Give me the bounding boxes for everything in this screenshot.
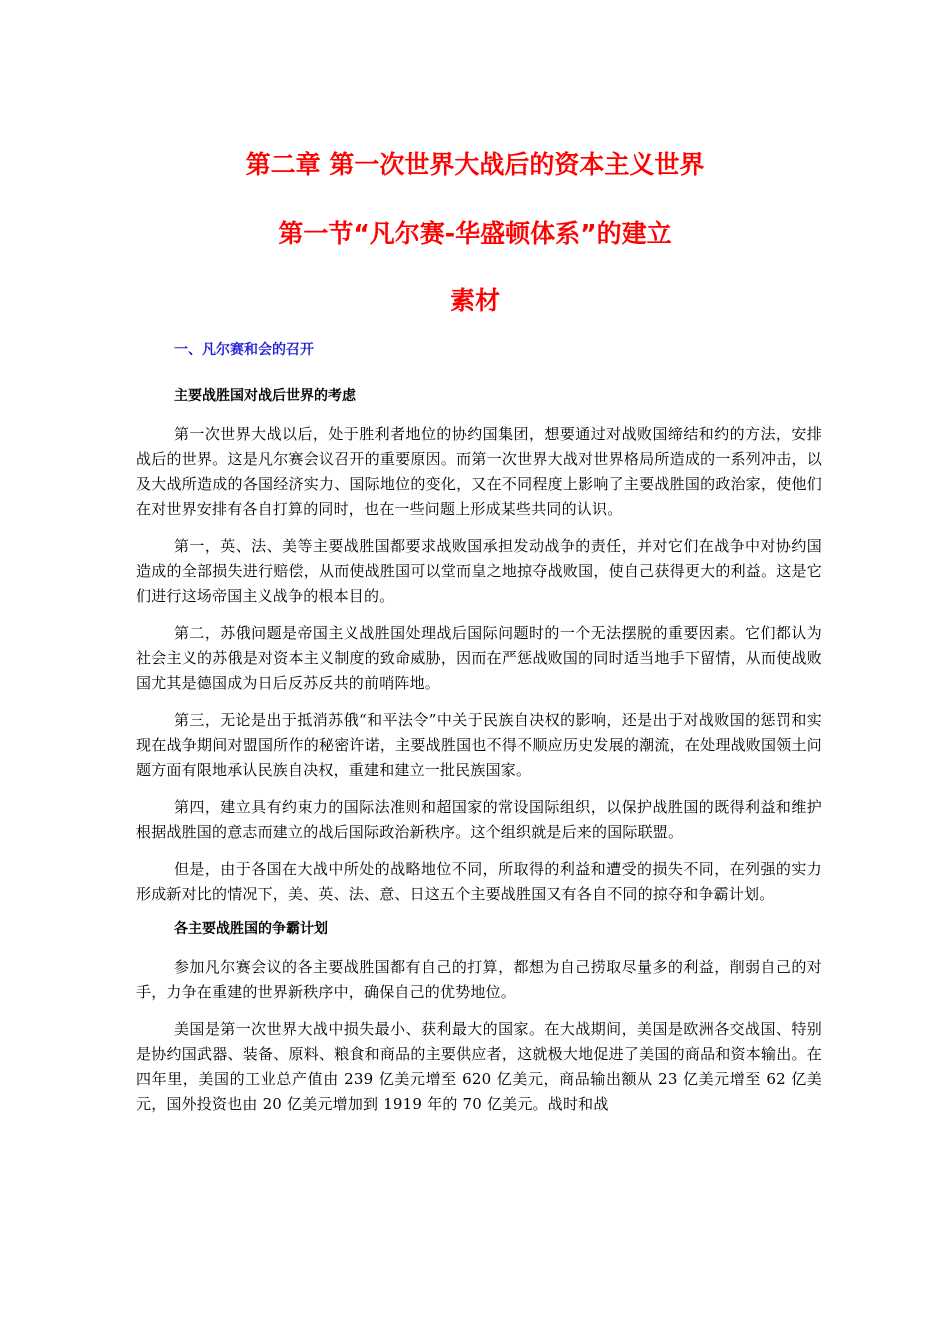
chapter-title: 第二章 第一次世界大战后的资本主义世界 bbox=[245, 150, 705, 179]
subheading-considerations: 主要战胜国对战后世界的考虑 bbox=[174, 388, 356, 404]
subheading-hegemony-plans: 各主要战胜国的争霸计划 bbox=[174, 921, 328, 937]
paragraph-5: 第四，建立具有约束力的国际法准则和超国家的常设国际组织，以保护战胜国的既得利益和维护根据战胜国的意志而建立的战后国际政治新秩序。这个组织就是后来的国际联盟。 bbox=[136, 798, 822, 841]
paragraph-6: 但是，由于各国在大战中所处的战略地位不同，所取得的利益和遭受的损失不同，在列强的实力形成新对比的情况下，美、英、法、意、日这五个主要战胜国又有各自不同的掠夺和争霸计划。 bbox=[136, 860, 822, 903]
paragraph-4: 第三，无论是出于抵消苏俄“和平法令”中关于民族自决权的影响，还是出于对战败国的惩罚和实现在战争期间对盟国所作的秘密许诺，主要战胜国也不得不顺应历史发展的潮流，在处理战败国领土问题方面有限地承认民族自决权，重建和建立一批民族国家。 bbox=[136, 711, 822, 779]
paragraph-7: 参加凡尔赛会议的各主要战胜国都有自己的打算，都想为自己捞取尽量多的利益，削弱自己的对手，力争在重建的世界新秩序中，确保自己的优势地位。 bbox=[136, 958, 822, 1001]
paragraph-1: 第一次世界大战以后，处于胜利者地位的协约国集团，想要通过对战败国缔结和约的方法，安排战后的世界。这是凡尔赛会议召开的重要原因。而第一次世界大战对世界格局所造成的一系列冲击，以及大战所造成的各国经济实力、国际地位的变化，又在不同程度上影响了主要战胜国的政治家，使他们在对世界安排有各自打算的同时，也在一些问题上形成某些共同的认识。 bbox=[136, 425, 822, 518]
paragraph-2: 第一，英、法、美等主要战胜国都要求战败国承担发动战争的责任，并对它们在战争中对协约国造成的全部损失进行赔偿，从而使战胜国可以堂而皇之地掠夺战败国，使自己获得更大的利益。这是它们进行这场帝国主义战争的根本目的。 bbox=[136, 537, 822, 605]
section-heading: 一、凡尔赛和会的召开 bbox=[174, 342, 314, 358]
material-title: 素材 bbox=[449, 286, 500, 315]
paragraph-8: 美国是第一次世界大战中损失最小、获利最大的国家。在大战期间，美国是欧洲各交战国、特别是协约国武器、装备、原料、粮食和商品的主要供应者，这就极大地促进了美国的商品和资本输出。在四年里，美国的工业总产值由 239 亿美元增至 620 亿美元，商品输出额从 23 亿美元增至 62 亿美元，国外投资也由 20 亿美元增加到 1919 年的 70 亿美元。战时和战 bbox=[136, 1020, 822, 1113]
section-title: 第一节“凡尔赛-华盛顿体系”的建立 bbox=[278, 219, 672, 248]
paragraph-3: 第二，苏俄问题是帝国主义战胜国处理战后国际问题时的一个无法摆脱的重要因素。它们都认为社会主义的苏俄是对资本主义制度的致命威胁，因而在严惩战败国的同时适当地手下留情，从而使战败国尤其是德国成为日后反苏反共的前哨阵地。 bbox=[136, 624, 822, 692]
document-body bbox=[136, 340, 822, 1129]
